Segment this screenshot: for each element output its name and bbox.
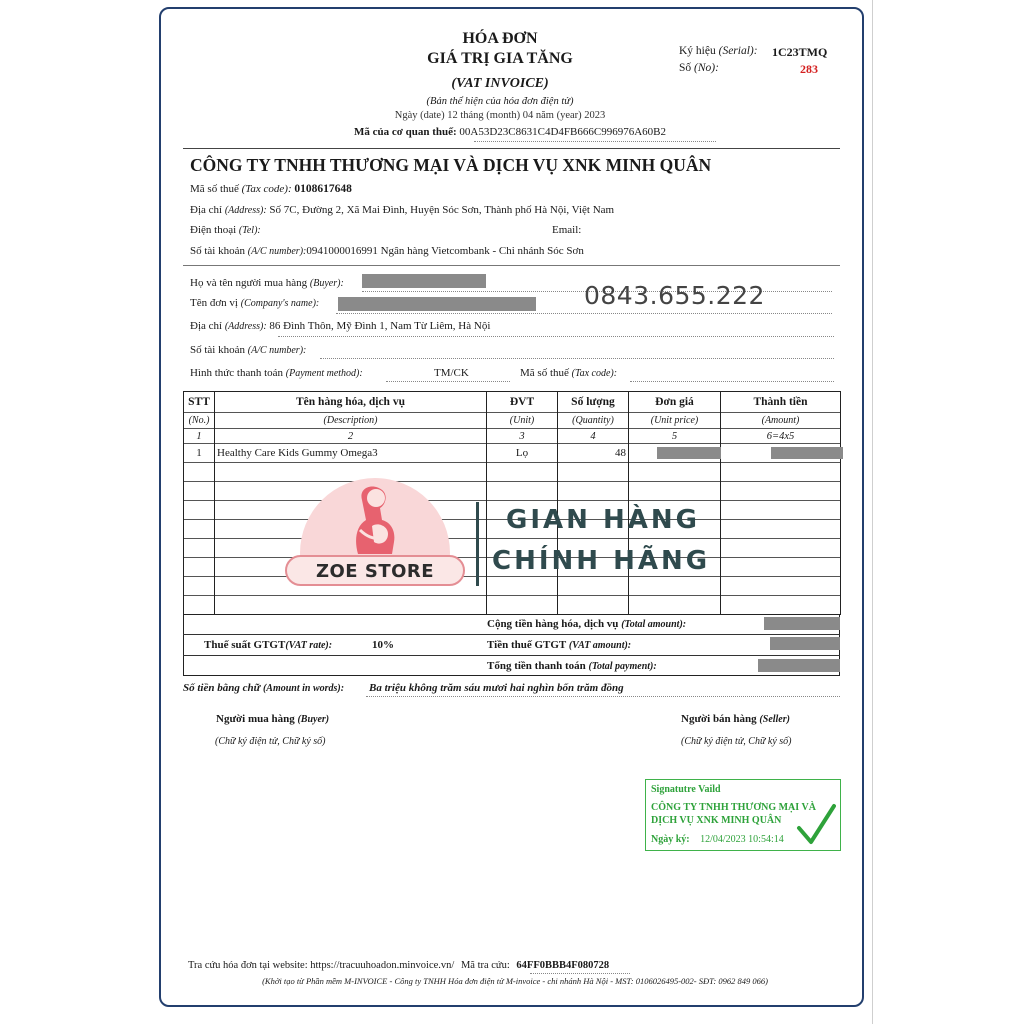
buyer-tax-label-en: (Tax code):	[571, 368, 618, 379]
serial-value: 1C23TMQ	[772, 45, 828, 59]
col-index: 1	[184, 429, 215, 444]
serial-label: Ký hiệu	[679, 45, 716, 57]
buyer-company-label: Tên đơn vị	[190, 297, 238, 309]
invoice-date: Ngày (date) 12 tháng (month) 04 năm (year) 2023	[394, 110, 606, 121]
seller-account-label-en: (A/C number):	[247, 246, 307, 257]
col-subheader-no: (No.)	[184, 413, 215, 429]
row-amount	[721, 444, 841, 463]
signature-valid-box	[645, 779, 841, 851]
col-header-quantity: Số lượng	[558, 392, 629, 413]
row-no: 1	[184, 444, 215, 463]
table-row-empty	[184, 596, 841, 615]
store-tagline-1: GIAN HÀNG	[506, 505, 700, 535]
logo-divider	[476, 502, 479, 586]
table-row-empty	[184, 577, 841, 596]
seller-address-label-en: (Address):	[224, 205, 267, 216]
buyer-name-label: Họ và tên người mua hàng	[190, 277, 308, 289]
buyer-address-label-en: (Address):	[224, 321, 267, 332]
vat-rate-label-en: (VAT rate):	[285, 640, 333, 651]
phone-overlay: 0843.655.222	[584, 281, 765, 310]
total-payment-label: Tổng tiền thanh toán	[487, 660, 586, 672]
footer-note: (Khởi tạo từ Phần mềm M-INVOICE - Công ty TNHH Hóa đơn điện tử M-invoice - chi nhánh Hà Nội - MST: 0106026495-002- SĐT: 0962 849 066)	[262, 976, 768, 986]
row-description: Healthy Care Kids Gummy Omega3	[215, 444, 487, 463]
row-unit: Lọ	[487, 444, 558, 463]
col-header-amount: Thành tiền	[721, 392, 841, 413]
buyer-name-label-en: (Buyer):	[309, 278, 344, 289]
col-subheader-quantity: (Quantity)	[558, 413, 629, 429]
col-index: 6=4x5	[721, 429, 841, 444]
seller-account: 0941000016991 Ngân hàng Vietcombank - Chi nhánh Sóc Sơn	[306, 245, 584, 257]
vat-rate: 10%	[372, 639, 394, 651]
items-table	[183, 391, 841, 615]
lookup-code-label: Mã tra cứu:	[460, 960, 510, 971]
seller-address-label: Địa chỉ	[190, 204, 223, 216]
vat-amount-label: Tiền thuế GTGT	[487, 639, 567, 651]
col-index: 5	[629, 429, 721, 444]
redacted-unit-price	[657, 447, 721, 459]
row-quantity: 48	[558, 444, 629, 463]
table-row-empty	[184, 482, 841, 501]
buyer-tax-label: Mã số thuế	[520, 367, 569, 379]
amount-words-label-en: (Amount in words):	[262, 683, 345, 694]
col-index: 4	[558, 429, 629, 444]
buyer-signature-label-en: (Buyer)	[297, 714, 330, 725]
buyer-company-label-en: (Company's name):	[240, 298, 320, 309]
signature-date-label: Ngày ký:	[651, 834, 690, 845]
amount-words-label: Số tiền bằng chữ	[183, 682, 261, 694]
row-unit-price	[629, 444, 721, 463]
serial-label-en: (Serial):	[718, 45, 758, 57]
redacted-buyer-name	[362, 274, 486, 288]
col-subheader-description: (Description)	[215, 413, 487, 429]
col-header-unit: ĐVT	[487, 392, 558, 413]
redacted-total-amount	[764, 617, 840, 630]
table-row	[184, 444, 841, 463]
seller-company: CÔNG TY TNHH THƯƠNG MẠI VÀ DỊCH VỤ XNK MINH QUÂN	[190, 155, 712, 175]
seller-signature-label-en: (Seller)	[759, 714, 790, 725]
total-amount-label-en: (Total amount):	[621, 619, 687, 630]
buyer-address-label: Địa chỉ	[190, 320, 223, 332]
total-payment-label-en: (Total payment):	[588, 661, 657, 672]
payment-method: TM/CK	[434, 367, 469, 379]
seller-signature-label: Người bán hàng	[681, 713, 757, 725]
buyer-account-label-en: (A/C number):	[247, 345, 307, 356]
buyer-address: 86 Đình Thôn, Mỹ Đình 1, Nam Từ Liêm, Hà Nội	[269, 320, 491, 332]
seller-address: Số 7C, Đường 2, Xã Mai Đình, Huyện Sóc Sơn, Thành phố Hà Nội, Việt Nam	[269, 204, 615, 216]
signature-valid-title: Signatutre Vaild	[651, 784, 721, 795]
buyer-signature-label: Người mua hàng	[216, 713, 295, 725]
col-subheader-unit-price: (Unit price)	[629, 413, 721, 429]
invoice-title-2: GIÁ TRỊ GIA TĂNG	[427, 50, 573, 67]
mother-baby-icon	[336, 480, 416, 558]
buyer-account-label: Số tài khoản	[190, 344, 245, 356]
seller-tel-label: Điện thoại	[190, 224, 237, 236]
seller-tax-label: Mã số thuế	[190, 183, 239, 195]
amount-words: Ba triệu không trăm sáu mươi hai nghìn bốn trăm đồng	[369, 682, 624, 694]
tax-authority-code: 00A53D23C8631C4D4FB666C996976A60B2	[459, 126, 666, 138]
payment-method-label: Hình thức thanh toán	[190, 367, 284, 379]
checkmark-icon	[796, 802, 836, 848]
lookup-label: Tra cứu hóa đơn tại website:	[188, 960, 308, 971]
col-subheader-unit: (Unit)	[487, 413, 558, 429]
seller-signature-note: (Chữ ký điện tử, Chữ ký số)	[681, 736, 792, 747]
seller-account-label: Số tài khoản	[190, 245, 245, 257]
col-index: 2	[215, 429, 487, 444]
paper-edge	[872, 0, 873, 1024]
vat-amount-label-en: (VAT amount):	[568, 640, 632, 651]
seller-tax-label-en: (Tax code):	[241, 183, 292, 195]
redacted-buyer-company	[338, 297, 536, 311]
invoice-title: HÓA ĐƠN	[462, 30, 538, 47]
zoe-store-logo-text: ZOE STORE	[315, 561, 435, 582]
invoice-no-label: Số	[679, 62, 692, 74]
store-tagline-2: CHÍNH HÃNG	[492, 546, 711, 576]
seller-email-label: Email:	[552, 224, 582, 236]
col-index: 3	[487, 429, 558, 444]
tax-authority-label: Mã của cơ quan thuế:	[354, 126, 457, 138]
redacted-amount	[771, 447, 843, 459]
invoice-subtitle: (Bản thể hiện của hóa đơn điện tử)	[426, 96, 574, 107]
invoice-no-label-en: (No):	[694, 62, 719, 74]
redacted-total-payment	[758, 659, 840, 672]
total-amount-label: Cộng tiền hàng hóa, dịch vụ	[487, 618, 619, 630]
signature-date: 12/04/2023 10:54:14	[700, 834, 784, 845]
seller-tel-label-en: (Tel):	[238, 225, 261, 236]
col-header-description: Tên hàng hóa, dịch vụ	[215, 392, 487, 413]
table-row-empty	[184, 463, 841, 482]
lookup-url[interactable]: https://tracuuhoadon.minvoice.vn/	[310, 960, 455, 971]
signature-company-line1: CÔNG TY TNHH THƯƠNG MẠI VÀ	[651, 802, 816, 813]
col-subheader-amount: (Amount)	[721, 413, 841, 429]
col-header-unit-price: Đơn giá	[629, 392, 721, 413]
vat-rate-label: Thuế suất GTGT	[204, 639, 286, 651]
buyer-signature-note: (Chữ ký điện tử, Chữ ký số)	[215, 736, 326, 747]
col-header-no: STT	[184, 392, 215, 413]
invoice-no-value: 283	[800, 62, 818, 76]
payment-method-label-en: (Payment method):	[285, 368, 363, 379]
lookup-code: 64FF0BBB4F080728	[516, 960, 610, 971]
redacted-vat-amount	[770, 637, 840, 650]
signature-company-line2: DỊCH VỤ XNK MINH QUÂN	[651, 815, 782, 826]
invoice-title-en: (VAT INVOICE)	[451, 76, 549, 91]
seller-tax-code: 0108617648	[294, 183, 352, 195]
